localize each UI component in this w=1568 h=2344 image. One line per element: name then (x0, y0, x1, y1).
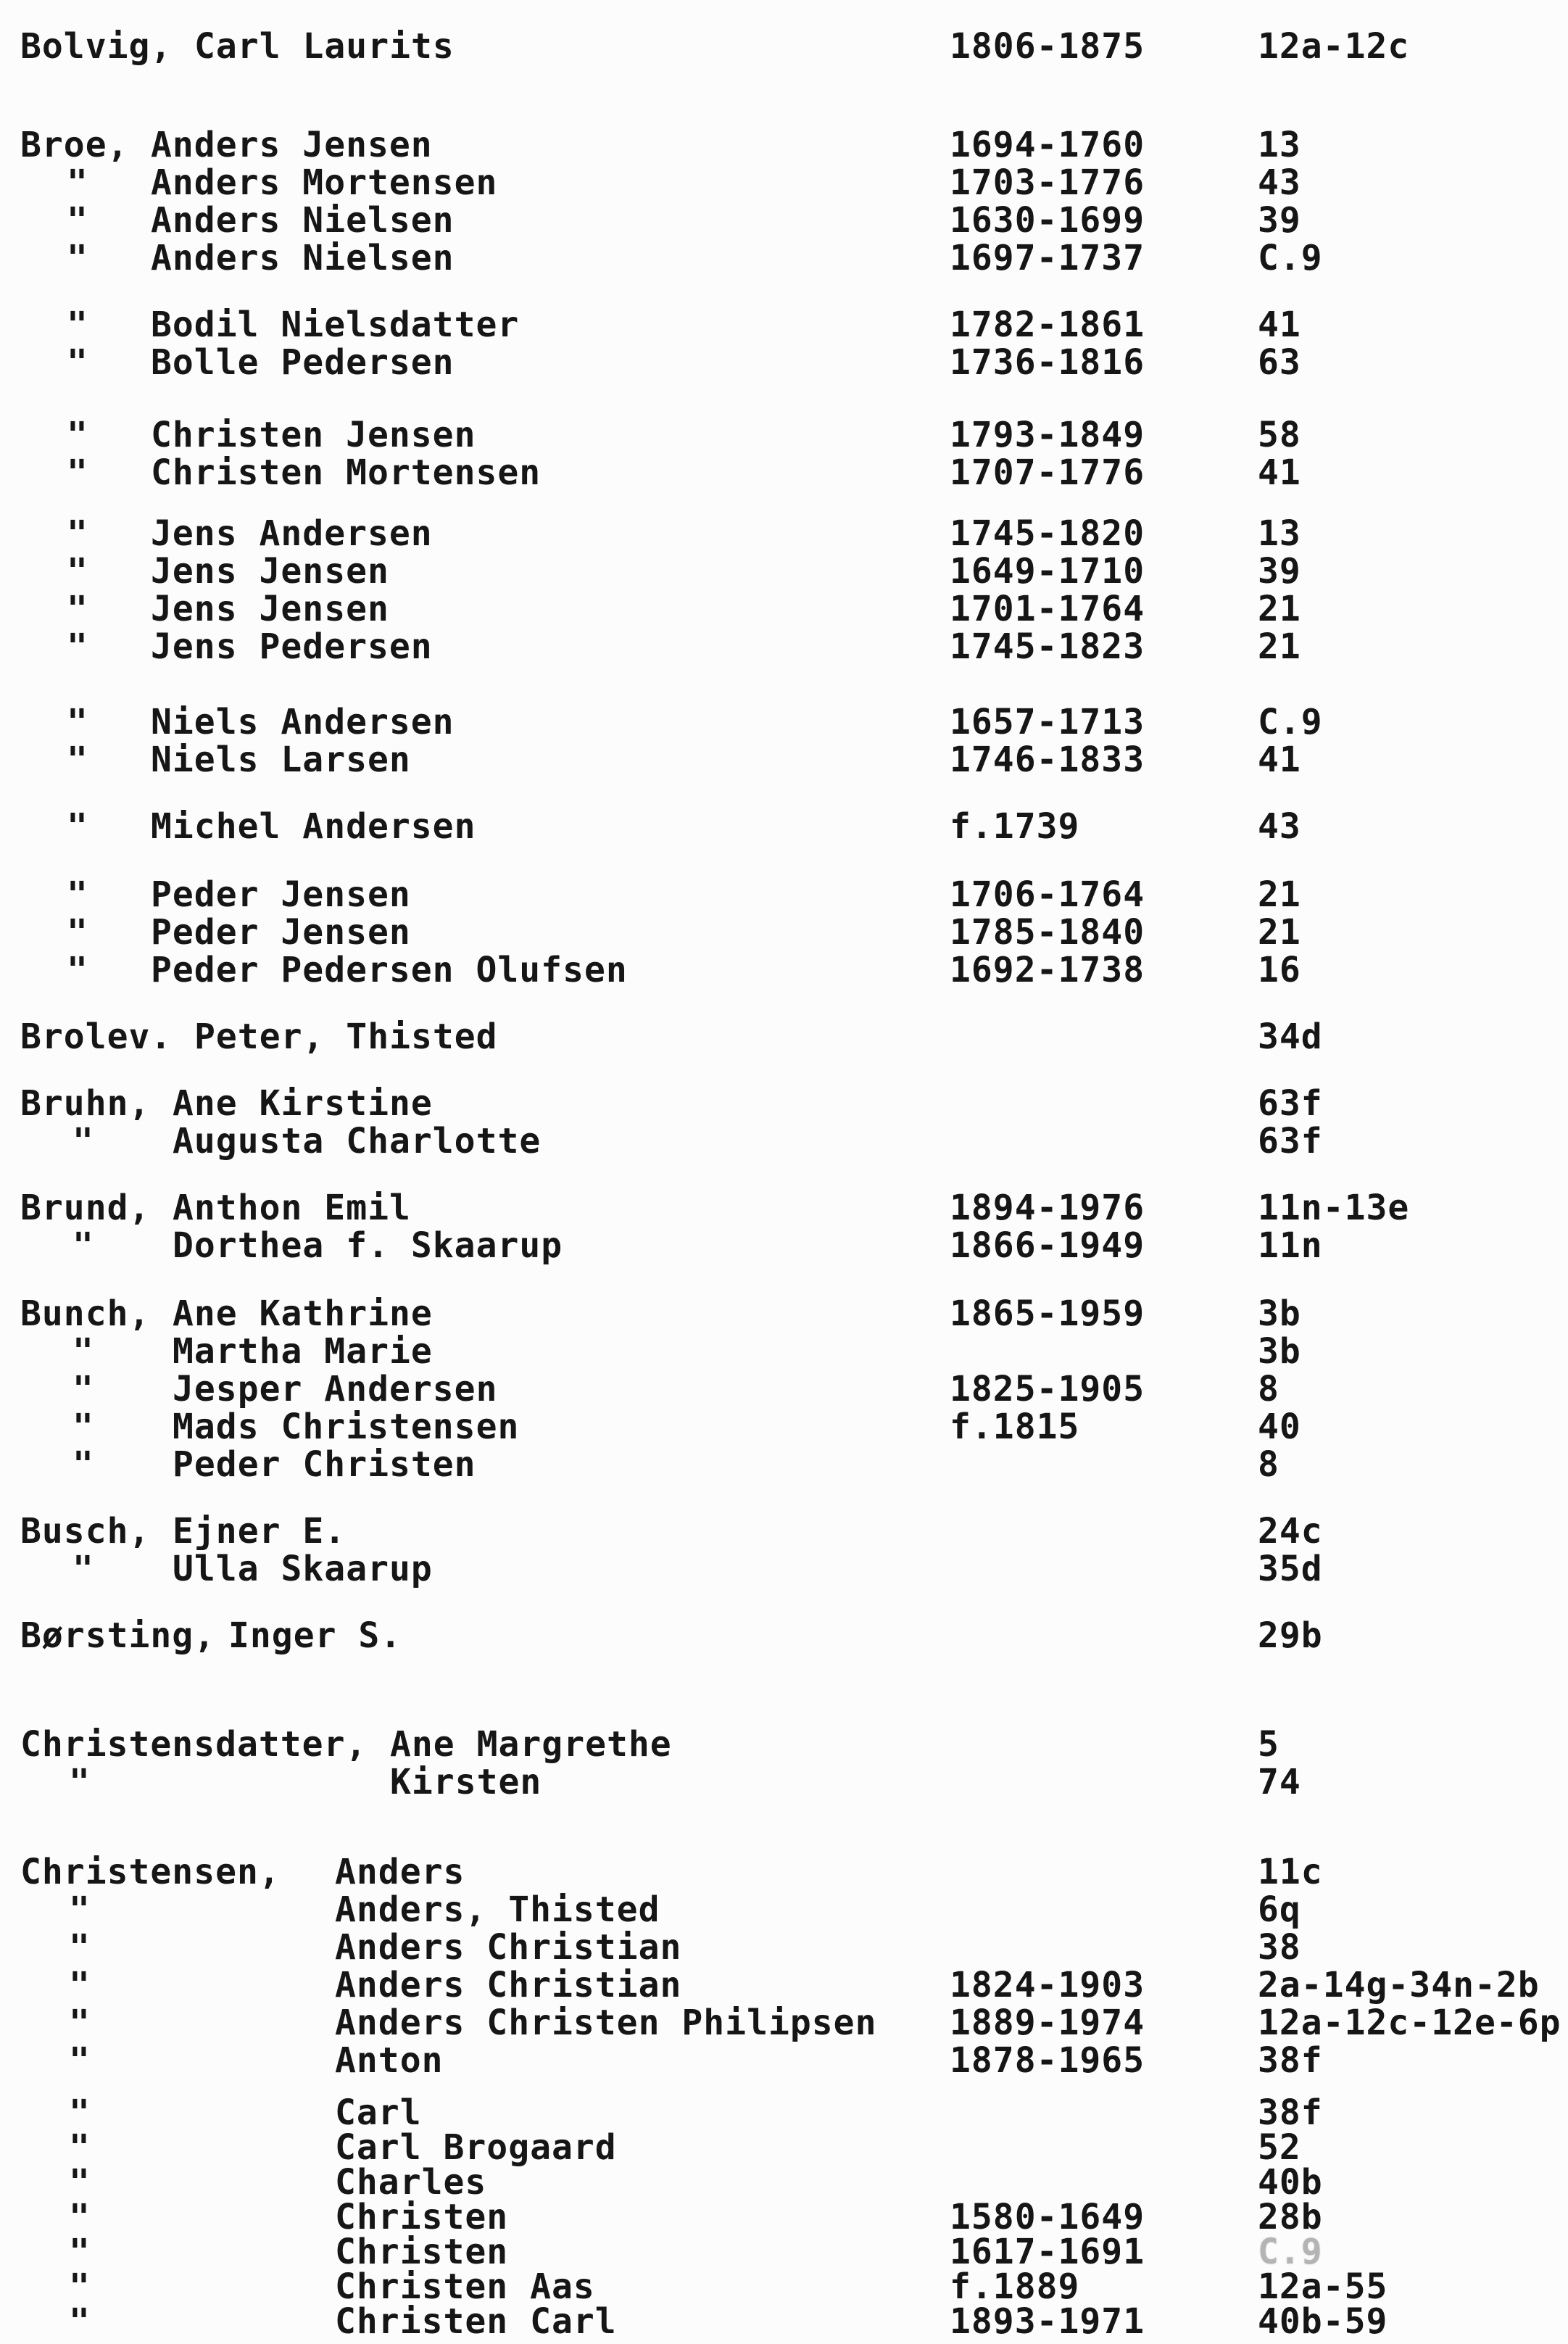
given-name: Peter, Thisted (194, 1016, 498, 1057)
given-name: Anders, Thisted (335, 1889, 660, 1930)
reference-code: 63f (1258, 1121, 1323, 1161)
life-dates: 1793-1849 (950, 415, 1145, 455)
reference-code: 40 (1258, 1407, 1301, 1447)
given-name: Anders Christian (335, 1965, 682, 2005)
ditto-mark: " (69, 1965, 91, 2005)
ditto-mark: " (67, 874, 88, 915)
given-name: Niels Andersen (151, 702, 455, 742)
given-name: Niels Larsen (151, 740, 411, 780)
index-row (0, 1852, 1568, 1892)
ditto-mark: " (67, 415, 88, 455)
reference-code: 21 (1258, 874, 1301, 915)
ditto-mark: " (72, 1121, 94, 1161)
given-name: Anders (335, 1852, 465, 1892)
reference-code: C.9 (1258, 2232, 1323, 2272)
given-name: Anders Christen Philipsen (335, 2003, 877, 2043)
reference-code: 29b (1258, 1615, 1323, 1656)
index-row (0, 2040, 1568, 2081)
given-name: Ejner E. (173, 1511, 347, 1552)
life-dates: 1746-1833 (950, 740, 1145, 780)
given-name: Peder Christen (173, 1444, 476, 1485)
given-name: Bolle Pedersen (151, 342, 455, 383)
index-row (0, 452, 1568, 493)
ditto-mark: " (67, 238, 88, 278)
life-dates: 1865-1959 (950, 1293, 1145, 1334)
reference-code: 8 (1258, 1369, 1279, 1409)
index-row (0, 342, 1568, 383)
index-row (0, 2005, 1568, 2043)
given-name: Carl Laurits (194, 26, 455, 67)
reference-code: 3b (1258, 1293, 1301, 1334)
given-name: Peder Pedersen Olufsen (151, 950, 628, 990)
index-row (0, 1724, 1568, 1765)
index-row (0, 1369, 1568, 1409)
ditto-mark: " (72, 1407, 94, 1447)
given-name: Ane Kathrine (173, 1293, 433, 1334)
ditto-mark: " (72, 1225, 94, 1266)
index-row (0, 1927, 1568, 1968)
life-dates: 1630-1699 (950, 200, 1145, 241)
given-name: Anders Nielsen (151, 238, 455, 278)
reference-code: 63f (1258, 1083, 1323, 1124)
given-name: Christen Jensen (151, 415, 476, 455)
index-row (0, 1549, 1568, 1589)
reference-code: 38f (1258, 2040, 1323, 2081)
ditto-mark: " (67, 513, 88, 554)
reference-code: 43 (1258, 806, 1301, 847)
surname: Broe, (20, 125, 129, 165)
reference-code: 52 (1258, 2127, 1301, 2168)
index-row (0, 551, 1568, 592)
given-name: Kirsten (390, 1762, 542, 1802)
life-dates: 1697-1737 (950, 238, 1145, 278)
index-row (0, 2092, 1568, 2133)
ditto-mark: " (69, 2266, 91, 2307)
life-dates: 1878-1965 (950, 2040, 1145, 2081)
index-row (0, 415, 1568, 455)
reference-code: 6q (1258, 1889, 1301, 1930)
surname: Bunch, (20, 1293, 151, 1334)
reference-code: 38f (1258, 2092, 1323, 2133)
index-row (0, 2301, 1568, 2342)
given-name: Christen Mortensen (151, 452, 542, 493)
ditto-mark: " (72, 1549, 94, 1589)
reference-code: 21 (1258, 589, 1301, 629)
surname: Brund, (20, 1188, 151, 1228)
reference-code: 11n (1258, 1225, 1323, 1266)
index-row (0, 2197, 1568, 2237)
ditto-mark: " (69, 2040, 91, 2081)
index-row (0, 1409, 1568, 1447)
ditto-mark: " (72, 1369, 94, 1409)
given-name: Ane Kirstine (173, 1083, 433, 1124)
reference-code: 28b (1258, 2197, 1323, 2237)
reference-code: 13 (1258, 125, 1301, 165)
given-name: Augusta Charlotte (173, 1121, 542, 1161)
reference-code: 41 (1258, 740, 1301, 780)
life-dates: 1824-1903 (950, 1965, 1145, 2005)
life-dates: f.1889 (950, 2266, 1080, 2307)
reference-code: 40b-59 (1258, 2301, 1388, 2342)
reference-code: 12a-12c (1258, 26, 1410, 67)
ditto-mark: " (69, 2232, 91, 2272)
life-dates: 1694-1760 (950, 125, 1145, 165)
given-name: Christen Aas (335, 2266, 595, 2307)
index-row (0, 1965, 1568, 2005)
given-name: Bodil Nielsdatter (151, 305, 520, 345)
life-dates: 1893-1971 (950, 2301, 1145, 2342)
index-row (0, 307, 1568, 345)
index-row (0, 200, 1568, 241)
reference-code: 63 (1258, 342, 1301, 383)
index-row (0, 125, 1568, 165)
given-name: Michel Andersen (151, 806, 476, 847)
ditto-mark: " (69, 1889, 91, 1930)
life-dates: 1806-1875 (950, 26, 1145, 67)
reference-code: 40b (1258, 2162, 1323, 2203)
given-name: Jens Pedersen (151, 626, 433, 667)
index-row (0, 874, 1568, 915)
given-name: Charles (335, 2162, 487, 2203)
given-name: Ulla Skaarup (173, 1549, 433, 1589)
reference-code: 5 (1258, 1724, 1279, 1765)
ditto-mark: " (69, 2003, 91, 2043)
index-row (0, 238, 1568, 278)
index-row (0, 702, 1568, 742)
life-dates: f.1739 (950, 806, 1080, 847)
given-name: Ane Margrethe (390, 1724, 672, 1765)
surname: Bruhn, (20, 1083, 151, 1124)
ditto-mark: " (69, 1927, 91, 1968)
given-name: Jens Andersen (151, 513, 433, 554)
reference-code: 8 (1258, 1444, 1279, 1485)
given-name: Anton (335, 2040, 444, 2081)
surname: Børsting, (20, 1615, 216, 1656)
ditto-mark: " (69, 2092, 91, 2133)
given-name: Christen Carl (335, 2301, 617, 2342)
ditto-mark: " (69, 2127, 91, 2168)
index-row (0, 1615, 1568, 1656)
index-row (0, 162, 1568, 203)
index-row (0, 1121, 1568, 1161)
ditto-mark: " (67, 912, 88, 953)
life-dates: 1782-1861 (950, 305, 1145, 345)
index-row (0, 912, 1568, 953)
given-name: Anders Mortensen (151, 162, 498, 203)
ditto-mark: " (67, 305, 88, 345)
ditto-mark: " (67, 589, 88, 629)
reference-code: 16 (1258, 950, 1301, 990)
life-dates: 1745-1823 (950, 626, 1145, 667)
given-name: Christen (335, 2197, 509, 2237)
reference-code: 12a-55 (1258, 2266, 1388, 2307)
reference-code: 13 (1258, 513, 1301, 554)
index-row (0, 2162, 1568, 2203)
ditto-mark: " (69, 2197, 91, 2237)
given-name: Anders Jensen (151, 125, 433, 165)
reference-code: 11n-13e (1258, 1188, 1410, 1228)
index-row (0, 1331, 1568, 1372)
ditto-mark: " (72, 1331, 94, 1372)
ditto-mark: " (69, 1762, 91, 1802)
life-dates: 1736-1816 (950, 342, 1145, 383)
index-row (0, 1762, 1568, 1802)
life-dates: 1617-1691 (950, 2232, 1145, 2272)
life-dates: 1701-1764 (950, 589, 1145, 629)
index-row (0, 626, 1568, 667)
reference-code: 41 (1258, 452, 1301, 493)
life-dates: 1825-1905 (950, 1369, 1145, 1409)
surname: Busch, (20, 1511, 151, 1552)
life-dates: 1649-1710 (950, 551, 1145, 592)
life-dates: 1706-1764 (950, 874, 1145, 915)
life-dates: 1703-1776 (950, 162, 1145, 203)
reference-code: C.9 (1258, 238, 1323, 278)
index-row (0, 1293, 1568, 1334)
given-name: Dorthea f. Skaarup (173, 1225, 563, 1266)
reference-code: 58 (1258, 415, 1301, 455)
reference-code: 43 (1258, 162, 1301, 203)
reference-code: 39 (1258, 551, 1301, 592)
reference-code: 21 (1258, 912, 1301, 953)
ditto-mark: " (69, 2162, 91, 2203)
reference-code: C.9 (1258, 702, 1323, 742)
given-name: Inger S. (228, 1615, 402, 1656)
index-row (0, 513, 1568, 554)
life-dates: 1707-1776 (950, 452, 1145, 493)
reference-code: 2a-14g-34n-2b (1258, 1965, 1540, 2005)
life-dates: 1580-1649 (950, 2197, 1145, 2237)
reference-code: 74 (1258, 1762, 1301, 1802)
life-dates: 1692-1738 (950, 950, 1145, 990)
given-name: Jens Jensen (151, 589, 389, 629)
ditto-mark: " (67, 702, 88, 742)
reference-code: 41 (1258, 305, 1301, 345)
given-name: Martha Marie (173, 1331, 433, 1372)
index-row (0, 1083, 1568, 1124)
life-dates: 1894-1976 (950, 1188, 1145, 1228)
given-name: Carl (335, 2092, 422, 2133)
given-name: Peder Jensen (151, 912, 411, 953)
reference-code: 35d (1258, 1549, 1323, 1589)
index-row (0, 806, 1568, 847)
life-dates: 1745-1820 (950, 513, 1145, 554)
ditto-mark: " (69, 2301, 91, 2342)
ditto-mark: " (72, 1444, 94, 1485)
given-name: Anders Christian (335, 1927, 682, 1968)
reference-code: 3b (1258, 1331, 1301, 1372)
index-row (0, 1444, 1568, 1485)
ditto-mark: " (67, 342, 88, 383)
ditto-mark: " (67, 452, 88, 493)
reference-code: 21 (1258, 626, 1301, 667)
reference-code: 39 (1258, 200, 1301, 241)
index-row (0, 742, 1568, 780)
reference-code: 12a-12c-12e-6p (1258, 2003, 1561, 2043)
ditto-mark: " (67, 626, 88, 667)
reference-code: 11c (1258, 1852, 1323, 1892)
ditto-mark: " (67, 806, 88, 847)
given-name: Anders Nielsen (151, 200, 455, 241)
reference-code: 24c (1258, 1511, 1323, 1552)
index-row (0, 2127, 1568, 2168)
ditto-mark: " (67, 551, 88, 592)
ditto-mark: " (67, 740, 88, 780)
life-dates: 1889-1974 (950, 2003, 1145, 2043)
index-row (0, 1225, 1568, 1266)
given-name: Mads Christensen (173, 1407, 520, 1447)
given-name: Peder Jensen (151, 874, 411, 915)
surname: Christensdatter, (20, 1724, 368, 1765)
given-name: Jesper Andersen (173, 1369, 498, 1409)
given-name: Christen (335, 2232, 509, 2272)
ditto-mark: " (67, 200, 88, 241)
given-name: Anthon Emil (173, 1188, 411, 1228)
life-dates: 1866-1949 (950, 1225, 1145, 1266)
given-name: Jens Jensen (151, 551, 389, 592)
life-dates: f.1815 (950, 1407, 1080, 1447)
life-dates: 1785-1840 (950, 912, 1145, 953)
index-row (0, 26, 1568, 67)
surname: Brolev. (20, 1016, 173, 1057)
index-row (0, 589, 1568, 629)
given-name: Carl Brogaard (335, 2127, 617, 2168)
index-row (0, 1889, 1568, 1930)
reference-code: 38 (1258, 1927, 1301, 1968)
surname: Christensen, (20, 1852, 281, 1892)
index-row (0, 950, 1568, 990)
life-dates: 1657-1713 (950, 702, 1145, 742)
ditto-mark: " (67, 950, 88, 990)
index-row (0, 1190, 1568, 1228)
surname: Bolvig, (20, 26, 173, 67)
reference-code: 34d (1258, 1016, 1323, 1057)
index-row (0, 1511, 1568, 1552)
index-row (0, 1016, 1568, 1057)
ditto-mark: " (67, 162, 88, 203)
